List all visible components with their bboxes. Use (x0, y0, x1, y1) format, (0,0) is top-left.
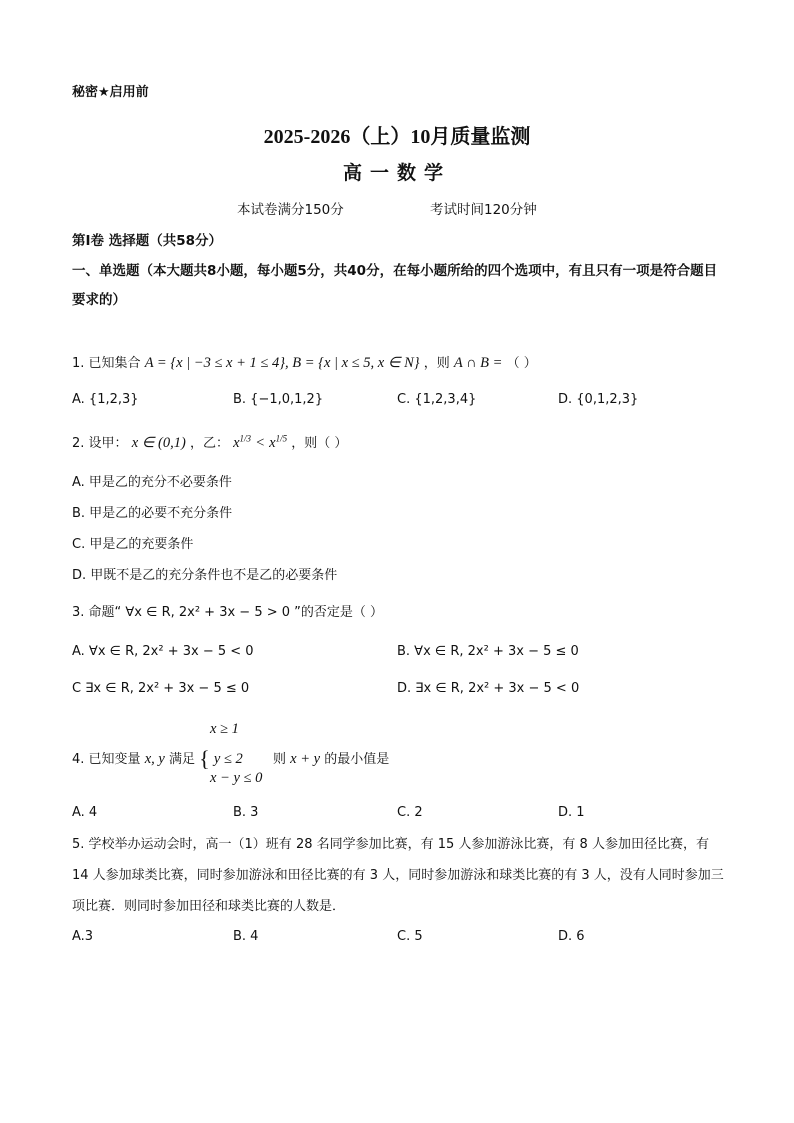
question-3: 3. 命题“ ∀x ∈ R, 2x² + 3x − 5 > 0 ”的否定是（ ） (72, 605, 384, 620)
question-2-exp-2: 1/5 (275, 433, 288, 444)
q3-option-c: C ∃x ∈ R, 2x² + 3x − 5 ≤ 0 (72, 681, 250, 696)
q4-option-b: B. 3 (233, 805, 259, 820)
q1-option-b: B. {−1,0,1,2} (233, 392, 324, 407)
question-1-paren: （ ） (506, 356, 537, 371)
question-5: 5. 学校举办运动会时，高一（1）班有 28 名同学参加比赛，有 15 人参加游泳比赛，有 8 人参加田径比赛，有 14 人参加球类比赛，同时参加游泳和田径比赛的有 3 人，同时参加游泳和球类比赛的有 3 人，没有人同时参加三项比赛．则同时参加田径和球类比赛的人数是． (72, 837, 724, 914)
question-4-mid: 满足 (168, 752, 195, 767)
q5-option-a: A.3 (72, 929, 94, 944)
q1-option-a: A. {1,2,3} (72, 392, 139, 407)
question-2-label: 2. 设甲： (72, 436, 128, 451)
section-instructions: 一、单选题（本大题共8小题，每小题5分，共40分，在每小题所给的四个选项中，有且只有一项是符合题目要求的） (72, 263, 718, 308)
question-4-tail: 的最小值是 (324, 752, 390, 767)
left-brace: { (199, 746, 210, 771)
full-score: 本试卷满分150分 (237, 202, 344, 218)
question-2 (72, 432, 347, 452)
q3-option-d: D. ∃x ∈ R, 2x² + 3x − 5 < 0 (397, 681, 580, 696)
question-2-base-1: x (233, 435, 240, 451)
section-heading: 第Ⅰ卷 选择题（共58分） (72, 233, 223, 249)
question-4 (72, 746, 389, 772)
exam-subject: 高一数学 (342, 162, 451, 184)
exam-time: 考试时间120分钟 (430, 202, 537, 218)
question-1-label: 1. 已知集合 (72, 356, 141, 371)
question-1-tail: ，则 (423, 356, 450, 371)
q2-option-b: B. 甲是乙的必要不充分条件 (72, 506, 233, 521)
question-4-label: 4. 已知变量 (72, 752, 141, 767)
q1-option-c: C. {1,2,3,4} (397, 392, 477, 407)
question-2-mid: ，乙： (189, 436, 229, 451)
exam-title: 2025-2026（上）10月质量监测 (263, 126, 531, 148)
q4-constraint-3: x − y ≤ 0 (210, 770, 263, 786)
question-2-exp-1: 1/3 (239, 433, 252, 444)
q1-option-d: D. {0,1,2,3} (558, 392, 639, 407)
q4-option-d: D. 1 (558, 805, 585, 820)
question-1-sets: A = {x | −3 ≤ x + 1 ≤ 4}, B = {x | x ≤ 5, x ∈ N} (144, 355, 420, 371)
question-2-lt: < (255, 435, 265, 451)
question-2-base-2: x (269, 435, 276, 451)
question-2-cond-a: x ∈ (0,1) (131, 435, 186, 451)
q2-option-c: C. 甲是乙的充要条件 (72, 537, 194, 552)
q2-option-a: A. 甲是乙的充分不必要条件 (72, 475, 232, 490)
q4-option-c: C. 2 (397, 805, 423, 820)
q4-option-a: A. 4 (72, 805, 98, 820)
q4-constraint-1: x ≥ 1 (210, 721, 239, 737)
question-4-vars: x, y (144, 751, 165, 767)
question-4-then: 则 (273, 752, 287, 767)
question-1 (72, 352, 537, 372)
q2-option-d: D. 甲既不是乙的充分条件也不是乙的必要条件 (72, 568, 338, 583)
q3-option-b: B. ∀x ∈ R, 2x² + 3x − 5 ≤ 0 (397, 644, 579, 659)
confidential-note: 秘密★启用前 (72, 85, 149, 100)
q4-constraint-2: y ≤ 2 (213, 751, 243, 767)
question-1-ask: A ∩ B = (453, 355, 503, 371)
q5-option-b: B. 4 (233, 929, 259, 944)
q5-option-c: C. 5 (397, 929, 423, 944)
q3-option-a: A. ∀x ∈ R, 2x² + 3x − 5 < 0 (72, 644, 254, 659)
q5-option-d: D. 6 (558, 929, 585, 944)
question-2-tail: ，则（ ） (291, 436, 348, 451)
question-4-sum: x + y (290, 751, 321, 767)
